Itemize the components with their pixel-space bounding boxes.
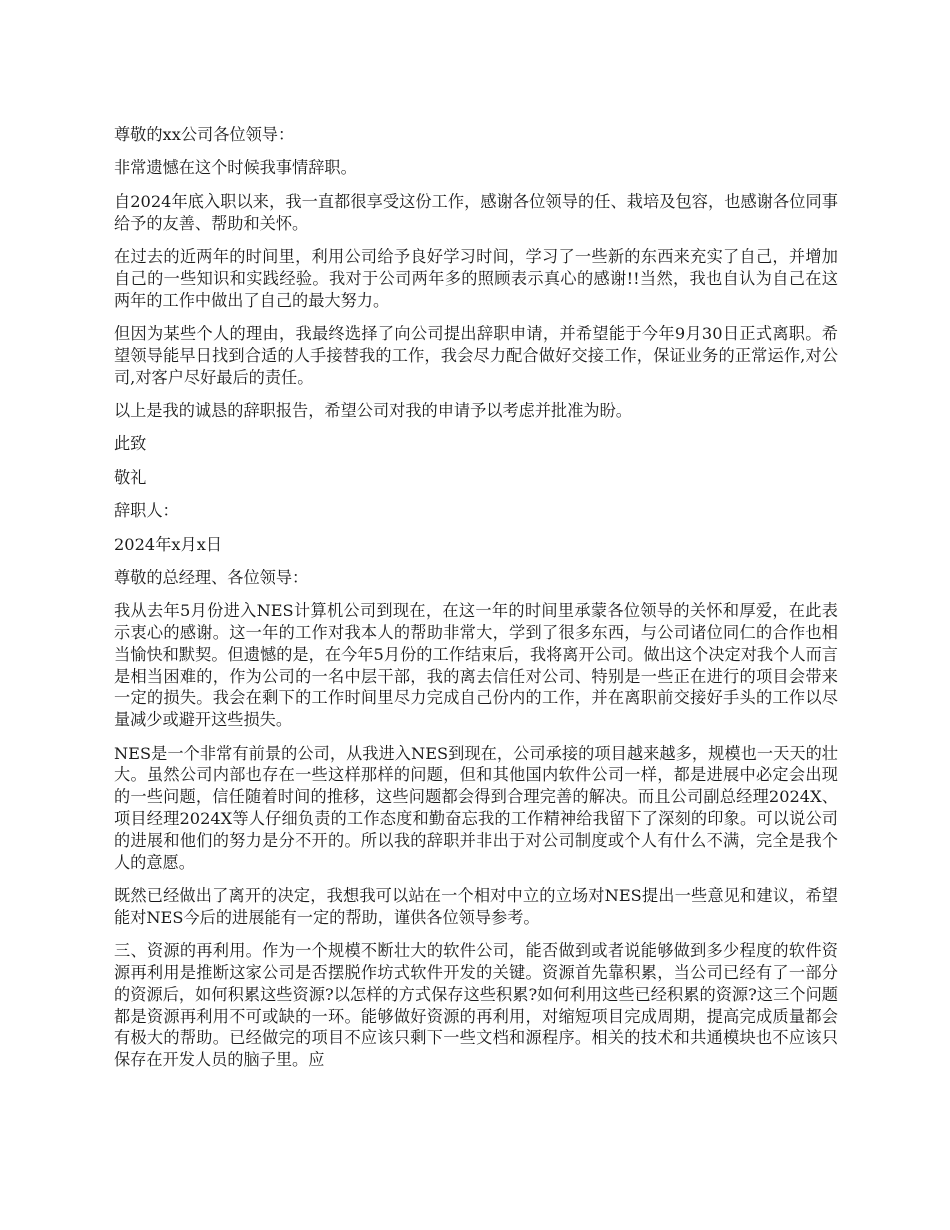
signature-label: 辞职人： [114,501,179,521]
paragraph: 但因为某些个人的理由，我最终选择了向公司提出辞职申请，并希望能于今年9月30日正式离职。希望领导能早日找到合适的人手接替我的工作，我会尽力配合做好交接工作，保证业务的正常运作,对公司,对客户尽好最后的责任。 [114,323,838,387]
closing-line: 此致 [114,434,147,454]
paragraph: 我从去年5月份进入NES计算机公司到现在，在这一年的时间里承蒙各位领导的关怀和厚爱，在此表示衷心的感谢。这一年的工作对我本人的帮助非常大，学到了很多东西，与公司诸位同仁的合作也相当愉快和默契。但遗憾的是，在今年5月份的工作结束后，我将离开公司。做出这个决定对我个人而言是相当困难的，作为公司的一名中层干部，我的离去信任对公司、特别是一些正在进行的项目会带来一定的损失。我会在剩下的工作时间里尽力完成自己份内的工作，并在离职前交接好手头的工作以尽量减少或避开这些损失。 [114,601,838,730]
paragraph: 三、资源的再利用。作为一个规模不断壮大的软件公司，能否做到或者说能够做到多少程度的软件资源再利用是推断这家公司是否摆脱作坊式软件开发的关键。资源首先靠积累，当公司已经有了一部分的资源后，如何积累这些资源?以怎样的方式保存这些积累?如何利用这些已经积累的资源?这三个问题都是资源再利用不可或缺的一环。能够做好资源的再利用，对缩短项目完成周期，提高完成质量都会有极大的帮助。已经做完的项目不应该只剩下一些文档和源程序。相关的技术和共通模块也不应该只保存在开发人员的脑子里。应 [114,941,838,1070]
document-body [114,124,838,1083]
date-line: 2024年x月x日 [114,534,223,554]
paragraph: 在过去的近两年的时间里，利用公司给予良好学习时间，学习了一些新的东西来充实了自己，并增加自己的一些知识和实践经验。我对于公司两年多的照顾表示真心的感谢!!当然，我也自认为自己在这两年的工作中做出了自己的最大努力。 [114,246,838,310]
paragraph: 非常遗憾在这个时候我事情辞职。 [114,158,357,178]
paragraph: 自2024年底入职以来，我一直都很享受这份工作，感谢各位领导的任、栽培及包容，也感谢各位同事给予的友善、帮助和关怀。 [114,191,838,233]
paragraph: 既然已经做出了离开的决定，我想我可以站在一个相对中立的立场对NES提出一些意见和建议，希望能对NES今后的进展能有一定的帮助，谨供各位领导参考。 [114,886,838,927]
paragraph: NES是一个非常有前景的公司，从我进入NES到现在，公司承接的项目越来越多，规模也一天天的壮大。虽然公司内部也存在一些这样那样的问题，但和其他国内软件公司一样，都是进展中必定会出现的一些问题，信任随着时间的推移，这些问题都会得到合理完善的解决。而且公司副总经理2024X、项目经理2024X等人仔细负责的工作态度和勤奋忘我的工作精神给我留下了深刻的印象。可以说公司的进展和他们的努力是分不开的。所以我的辞职并非出于对公司制度或个人有什么不满，完全是我个人的意愿。 [114,743,838,872]
paragraph: 以上是我的诚恳的辞职报告，希望公司对我的申请予以考虑并批准为盼。 [114,400,632,420]
salutation: 尊敬的xx公司各位领导： [114,125,295,144]
salutation: 尊敬的总经理、各位领导： [114,567,309,587]
closing-line: 敬礼 [114,467,147,487]
